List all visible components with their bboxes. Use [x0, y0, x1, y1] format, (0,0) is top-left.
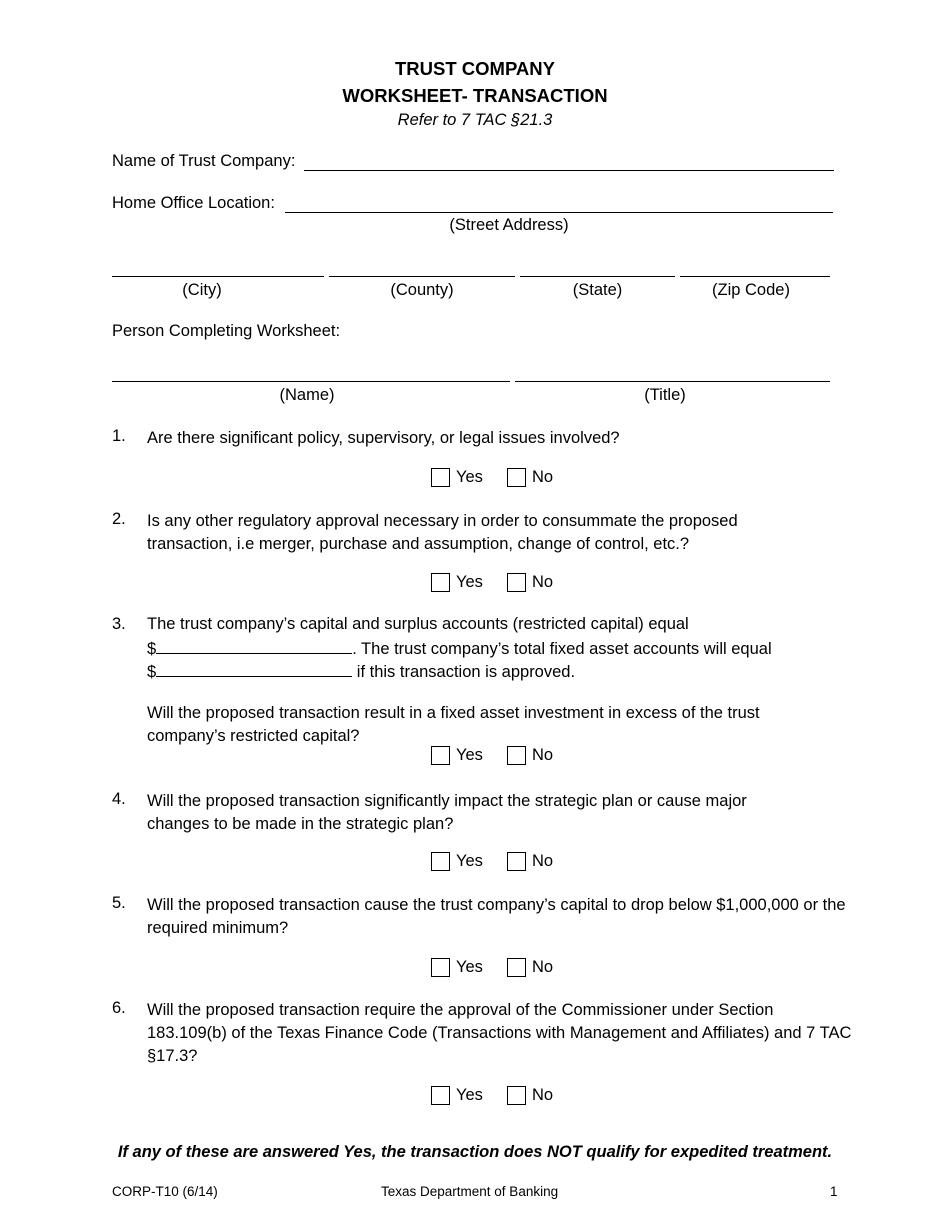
form-id: CORP-T10 (6/14): [112, 1184, 218, 1199]
question-4-number: 4.: [112, 790, 126, 808]
question-3-line-2: [147, 638, 772, 659]
question-1-yes-option[interactable]: [431, 468, 483, 487]
question-3-subquestion: Will the proposed transaction result in a fixed asset investment in excess of the trust company’s restricted capital?: [147, 704, 760, 745]
question-5-text: Will the proposed transaction cause the trust company’s capital to drop below $1,000,000 or the required minimum?: [147, 896, 846, 937]
question-1-no-checkbox[interactable]: [507, 468, 526, 487]
person-title-field[interactable]: [515, 381, 830, 382]
yes-label: Yes: [456, 958, 483, 976]
question-4-yes-option[interactable]: [431, 852, 483, 871]
question-2-yes-option[interactable]: [431, 573, 483, 592]
title-line-1: TRUST COMPANY: [395, 58, 555, 79]
trust-company-name-field[interactable]: [304, 170, 834, 171]
question-2-text: Is any other regulatory approval necessary in order to consummate the proposed transaction, i.e merger, purchase and assumption, change of control, etc.?: [147, 512, 738, 553]
question-4-no-checkbox[interactable]: [507, 852, 526, 871]
no-label: No: [532, 746, 554, 764]
question-5-no-option[interactable]: [507, 958, 553, 977]
question-2-number: 2.: [112, 510, 126, 528]
question-3-line-2-text: . The trust company’s total fixed asset accounts will equal: [352, 640, 772, 658]
question-6-yes-option[interactable]: [431, 1086, 483, 1105]
page-number: 1: [830, 1184, 838, 1199]
street-address-field[interactable]: [285, 212, 833, 213]
yes-label: Yes: [456, 852, 483, 870]
yes-label: Yes: [456, 746, 483, 764]
no-label: No: [532, 958, 554, 976]
yes-label: Yes: [456, 573, 483, 591]
state-field[interactable]: [520, 276, 675, 277]
question-6-number: 6.: [112, 999, 126, 1017]
question-5-yes-checkbox[interactable]: [431, 958, 450, 977]
person-name-caption: (Name): [279, 386, 335, 404]
question-3-number: 3.: [112, 615, 126, 633]
question-6-no-option[interactable]: [507, 1086, 553, 1105]
city-caption: (City): [182, 281, 222, 299]
zip-code-caption: (Zip Code): [712, 281, 790, 299]
question-6-no-checkbox[interactable]: [507, 1086, 526, 1105]
question-2-no-checkbox[interactable]: [507, 573, 526, 592]
question-3-line-3-text: if this transaction is approved.: [352, 663, 576, 681]
title-line-2: WORKSHEET- TRANSACTION: [342, 85, 608, 106]
home-office-label: Home Office Location:: [112, 194, 275, 212]
question-6-text: Will the proposed transaction require the approval of the Commissioner under Section 183.109(b) of the Texas Finance Code (Transactions with Management and Affiliates) and 7 TAC §17.3?: [147, 1001, 852, 1065]
dollar-sign: $: [147, 663, 157, 681]
fixed-asset-amount-field[interactable]: [156, 661, 352, 677]
county-field[interactable]: [329, 276, 515, 277]
no-label: No: [532, 1086, 554, 1104]
no-label: No: [532, 468, 554, 486]
question-3-yes-option[interactable]: [431, 746, 483, 765]
question-4-no-option[interactable]: [507, 852, 553, 871]
reference-text: Refer to 7 TAC §21.3: [397, 111, 553, 129]
question-3-yes-checkbox[interactable]: [431, 746, 450, 765]
question-4-yes-checkbox[interactable]: [431, 852, 450, 871]
question-1-text: Are there significant policy, supervisory, or legal issues involved?: [147, 429, 620, 447]
question-3-line-1: The trust company’s capital and surplus accounts (restricted capital) equal: [147, 615, 689, 633]
question-2-yes-checkbox[interactable]: [431, 573, 450, 592]
question-3-no-checkbox[interactable]: [507, 746, 526, 765]
yes-label: Yes: [456, 1086, 483, 1104]
question-5-yes-option[interactable]: [431, 958, 483, 977]
question-5-no-checkbox[interactable]: [507, 958, 526, 977]
county-caption: (County): [390, 281, 454, 299]
restricted-capital-amount-field[interactable]: [156, 638, 352, 654]
person-completing-label: Person Completing Worksheet:: [112, 322, 341, 340]
question-2-no-option[interactable]: [507, 573, 553, 592]
state-caption: (State): [572, 281, 623, 299]
question-1-no-option[interactable]: [507, 468, 553, 487]
question-3-no-option[interactable]: [507, 746, 553, 765]
question-1-number: 1.: [112, 427, 126, 445]
zip-code-field[interactable]: [680, 276, 830, 277]
yes-label: Yes: [456, 468, 483, 486]
question-5-number: 5.: [112, 894, 126, 912]
no-label: No: [532, 852, 554, 870]
no-label: No: [532, 573, 554, 591]
expedited-treatment-note: If any of these are answered Yes, the transaction does NOT qualify for expedited treatment.: [117, 1143, 833, 1161]
question-3-line-3: [147, 661, 575, 682]
question-4-text: Will the proposed transaction significantly impact the strategic plan or cause major changes to be made in the strategic plan?: [147, 792, 747, 833]
trust-company-name-label: Name of Trust Company:: [112, 152, 296, 170]
city-field[interactable]: [112, 276, 324, 277]
question-6-yes-checkbox[interactable]: [431, 1086, 450, 1105]
street-address-caption: (Street Address): [449, 216, 569, 234]
dollar-sign: $: [147, 640, 157, 658]
question-1-yes-checkbox[interactable]: [431, 468, 450, 487]
agency-name: Texas Department of Banking: [381, 1184, 559, 1199]
person-title-caption: (Title): [644, 386, 686, 404]
person-name-field[interactable]: [112, 381, 510, 382]
